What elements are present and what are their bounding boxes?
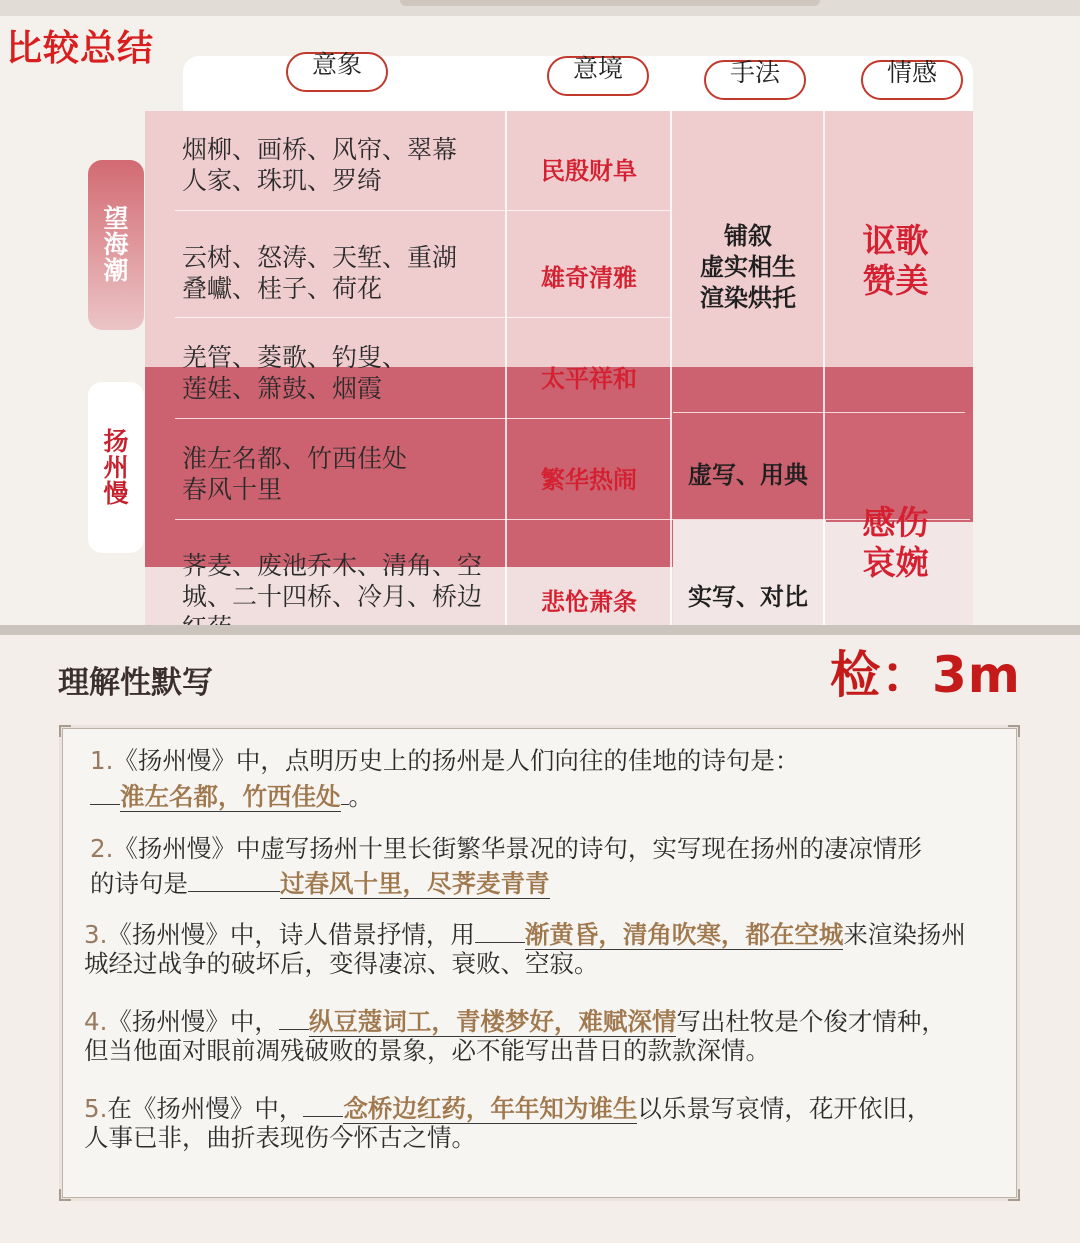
- grid-line: [670, 111, 672, 627]
- emotion-line: 讴歌: [862, 221, 929, 260]
- question-2-answer-line: [90, 865, 550, 899]
- dictation-slide: [0, 635, 1080, 1243]
- imagery-line: 春风十里: [182, 475, 283, 504]
- card-corner: [59, 725, 71, 737]
- imagery-line: 淮左名都、竹西佳处: [182, 444, 408, 473]
- imagery-line: 烟柳、画桥、风帘、翠幕: [182, 135, 458, 164]
- technique-line: 铺叙: [724, 222, 772, 250]
- question-3: [84, 916, 966, 950]
- poem-tab-yangzhouman: 扬州慢: [88, 382, 144, 553]
- question-4-line-2: 但当他面对眼前凋残破败的景象，必不能写出昔日的款款深情。: [84, 1036, 770, 1065]
- emotion-line: 哀婉: [862, 543, 929, 582]
- question-text: 在《扬州慢》中，: [107, 1094, 304, 1123]
- question-1: [90, 745, 799, 776]
- emotion-line: 感伤: [862, 503, 929, 542]
- decorative-bar: [400, 0, 820, 6]
- question-5-line-2: 人事已非，曲折表现伤今怀古之情。: [84, 1123, 476, 1152]
- imagery-line: 人家、珠玑、罗绮: [182, 166, 383, 195]
- grid-line: [823, 111, 825, 627]
- grid-line: [175, 210, 670, 211]
- question-text: 《扬州慢》中，: [107, 1007, 279, 1036]
- check-label: 检：3m: [830, 646, 1021, 704]
- emotion-cell: [828, 503, 963, 583]
- answer-blank: [475, 916, 525, 943]
- answer-blank: [188, 865, 280, 892]
- grid-line: [673, 412, 965, 413]
- header-emotion: 情感: [861, 60, 963, 100]
- grid-line: [175, 317, 670, 318]
- question-text: 《扬州慢》中，诗人借景抒情，用: [107, 920, 475, 949]
- question-text: 来渲染扬州: [843, 920, 966, 949]
- question-2: [90, 833, 922, 864]
- question-number: 3.: [84, 920, 108, 949]
- slide-divider: [0, 625, 1080, 635]
- poem-tab-wanghaichao: 望海潮: [88, 160, 144, 330]
- answer-blank: [279, 1003, 309, 1030]
- question-number: 4.: [84, 1007, 108, 1036]
- slide-title: 比较总结: [6, 28, 155, 69]
- imagery-cell: [182, 443, 502, 505]
- answer-text: 淮左名都，竹西佳处: [120, 782, 341, 811]
- section-title: 理解性默写: [58, 665, 213, 701]
- technique-cell: [673, 221, 823, 314]
- header-mood: 意境: [547, 56, 649, 96]
- technique-cell: 虚写、用典: [688, 461, 808, 489]
- imagery-cell: [182, 342, 502, 404]
- question-text: 的诗句是: [90, 869, 188, 898]
- question-number: 1.: [90, 746, 114, 775]
- imagery-cell: [182, 242, 502, 304]
- imagery-cell: [182, 134, 502, 196]
- top-strip: [0, 0, 1080, 16]
- card-corner: [59, 1189, 71, 1201]
- mood-cell: 雄奇清雅: [541, 264, 637, 292]
- question-text: 《扬州慢》中，点明历史上的扬州是人们向往的佳地的诗句是：: [113, 746, 800, 775]
- answer-blank: [303, 1090, 343, 1117]
- question-1-answer-line: [90, 778, 373, 812]
- mood-cell: 繁华热闹: [541, 466, 637, 494]
- imagery-line: 云树、怒涛、天堑、重湖: [182, 243, 458, 272]
- answer-blank: [90, 778, 120, 805]
- mood-cell: 民殷财阜: [541, 157, 637, 185]
- imagery-line: 叠巘、桂子、荷花: [182, 274, 383, 303]
- question-text: 《扬州慢》中虚写扬州十里长街繁华景况的诗句，实写现在扬州的凄凉情形: [113, 834, 922, 863]
- technique-line: 虚实相生: [700, 253, 796, 281]
- question-text: 以乐景写哀情，花开依旧，: [637, 1094, 932, 1123]
- comparison-slide: [0, 16, 1080, 626]
- answer-text: 过春风十里，尽荠麦青青: [280, 869, 550, 898]
- emotion-cell: [828, 221, 963, 301]
- mood-cell: 悲怆萧条: [541, 588, 637, 616]
- answer-blank: [341, 778, 349, 805]
- question-3-line-2: 城经过战争的破坏后，变得凄凉、衰败、空寂。: [84, 949, 599, 978]
- question-text: 。: [348, 782, 373, 811]
- question-number: 5.: [84, 1094, 108, 1123]
- imagery-line: 荠麦、废池乔木、清角、空: [182, 551, 483, 580]
- question-text: 写出杜牧是个俊才情种，: [676, 1007, 946, 1036]
- emotion-line: 赞美: [862, 261, 929, 300]
- question-4: [84, 1003, 946, 1037]
- technique-line: 渲染烘托: [700, 284, 796, 312]
- imagery-line: 羌管、菱歌、钓叟、: [182, 343, 408, 372]
- answer-text: 纵豆蔻词工，青楼梦好，难赋深情: [308, 1007, 677, 1036]
- card-corner: [1008, 1189, 1020, 1201]
- imagery-line: 莲娃、箫鼓、烟霞: [182, 374, 383, 403]
- header-imagery: 意象: [286, 52, 388, 92]
- imagery-line: 城、二十四桥、冷月、桥边: [182, 582, 483, 611]
- grid-line: [505, 111, 507, 627]
- card-corner: [1008, 725, 1020, 737]
- answer-text: 念桥边红药，年年知为谁生: [343, 1094, 638, 1123]
- question-number: 2.: [90, 834, 114, 863]
- answer-text: 渐黄昏，清角吹寒，都在空城: [524, 920, 844, 949]
- technique-cell: 实写、对比: [688, 583, 808, 611]
- question-5: [84, 1090, 931, 1124]
- grid-line: [175, 418, 670, 419]
- header-technique: 手法: [704, 60, 806, 100]
- mood-cell: 太平祥和: [541, 365, 637, 393]
